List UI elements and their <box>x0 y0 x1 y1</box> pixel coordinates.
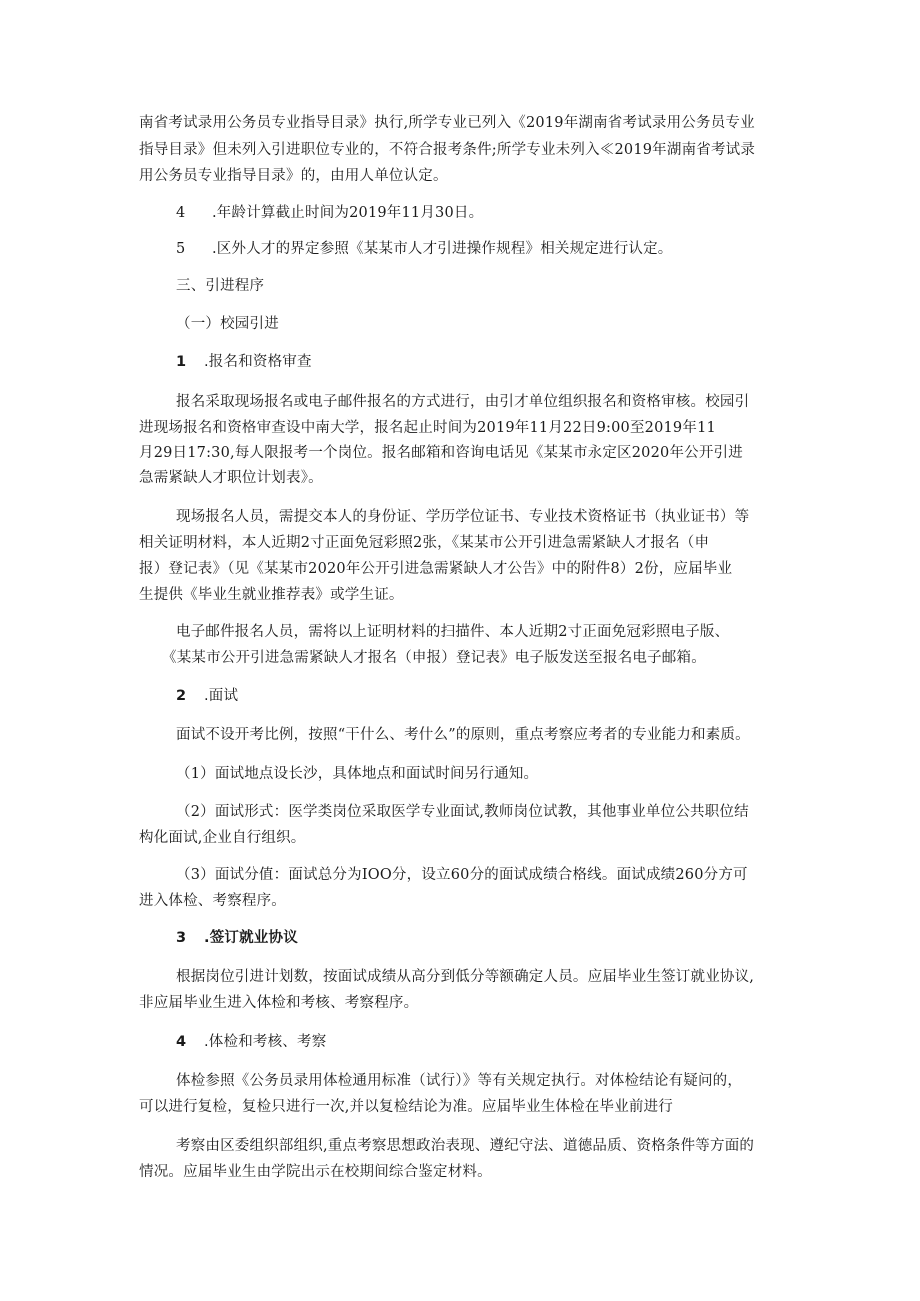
list-item-number: 4 <box>176 205 186 221</box>
step-2-p3-line-1: （2）面试形式：医学类岗位采取医学专业面试,教师岗位试教，其他事业单位公共职位结 <box>176 804 749 820</box>
intro-line-2: 指导目录》但未列入引进职位专业的，不符合报考条件;所学专业未列入≪2019年湖南省考试录 <box>139 142 756 158</box>
step-4-p1-line-2: 可以进行复检，复检只进行一次,并以复检结论为准。应届毕业生体检在毕业前进行 <box>139 1099 674 1115</box>
step-1-heading <box>176 352 312 372</box>
step-4-p2-line-2: 情况。应届毕业生由学院出示在校期间综合鉴定材料。 <box>139 1164 492 1180</box>
subsection-heading: （一）校园引进 <box>176 316 279 332</box>
section-heading: 三、引进程序 <box>176 278 265 294</box>
step-1-p1-line-4: 急需紧缺人才职位计划表》。 <box>139 470 323 486</box>
step-3-p1-line-2: 非应届毕业生进入体检和考核、考察程序。 <box>139 995 419 1011</box>
intro-line-3: 用公务员专业指导目录》的，由用人单位认定。 <box>139 168 448 184</box>
step-1-p3-line-2: 《某某市公开引进急需紧缺人才报名（申报）登记表》电子版发送至报名电子邮箱。 <box>162 650 706 666</box>
step-3-heading <box>176 928 298 948</box>
step-2-p4-line-1: （3）面试分值：面试总分为IOO分，设立60分的面试成绩合格线。面试成绩260分方可 <box>176 867 748 883</box>
list-item-5 <box>176 239 673 259</box>
step-1-p2-line-2: 相关证明材料，本人近期2寸正面免冠彩照2张，《某某市公开引进急需紧缺人才报名（申 <box>139 535 710 551</box>
step-2-heading <box>176 686 238 706</box>
step-1-p1-line-2: 进现场报名和资格审查设中南大学，报名起止时间为2019年11月22日9:00至2019年11 <box>139 420 716 436</box>
list-item-4 <box>176 203 483 223</box>
list-item-text: .年龄计算截止时间为2019年11月30日。 <box>212 205 484 221</box>
step-2-p3-line-2: 构化面试,企业自行组织。 <box>139 830 306 846</box>
step-4-heading <box>176 1032 326 1052</box>
step-1-p3-line-1: 电子邮件报名人员，需将以上证明材料的扫描件、本人近期2寸正面免冠彩照电子版、 <box>176 624 730 640</box>
step-2-p4-line-2: 进入体检、考察程序。 <box>139 893 286 909</box>
step-number: 2 <box>176 688 187 704</box>
step-1-p2-line-3: 报）登记表》（见《某某市2020年公开引进急需紧缺人才公告》中的附件8）2份，应届毕业 <box>139 561 733 577</box>
step-4-p1-line-1: 体检参照《公务员录用体检通用标准（试行）》等有关规定执行。对体检结论有疑问的， <box>176 1073 743 1089</box>
step-1-p2-line-4: 生提供《毕业生就业推荐表》或学生证。 <box>139 587 404 603</box>
step-1-p2-line-1: 现场报名人员，需提交本人的身份证、学历学位证书、专业技术资格证书（执业证书）等 <box>176 509 750 525</box>
step-1-p1-line-1: 报名采取现场报名或电子邮件报名的方式进行，由引才单位组织报名和资格审核。校园引 <box>176 394 750 410</box>
step-title: .体检和考核、考察 <box>204 1034 327 1050</box>
step-2-p1: 面试不设开考比例，按照“干什么、考什么”的原则，重点考察应考者的专业能力和素质。 <box>176 727 750 743</box>
step-number: 1 <box>176 354 187 370</box>
step-title: .面试 <box>204 688 239 704</box>
step-2-p2: （1）面试地点设长沙，具体地点和面试时间另行通知。 <box>176 766 539 782</box>
list-item-number: 5 <box>176 241 186 257</box>
step-3-p1-line-1: 根据岗位引进计划数，按面试成绩从高分到低分等额确定人员。应届毕业生签订就业协议, <box>176 969 755 985</box>
step-number: 3 <box>176 930 187 946</box>
step-title: .签订就业协议 <box>204 930 298 946</box>
step-1-p1-line-3: 月29日17:30,每人限报考一个岗位。报名邮箱和咨询电话见《某某市永定区2020年公开引进 <box>139 445 743 461</box>
step-number: 4 <box>176 1034 187 1050</box>
step-title: .报名和资格审查 <box>204 354 312 370</box>
step-4-p2-line-1: 考察由区委组织部组织,重点考察思想政治表现、遵纪守法、道德品质、资格条件等方面的 <box>176 1138 755 1154</box>
intro-line-1: 南省考试录用公务员专业指导目录》执行,所学专业已列入《2019年湖南省考试录用公务员专业 <box>139 115 755 131</box>
list-item-text: .区外人才的界定参照《某某市人才引进操作规程》相关规定进行认定。 <box>212 241 673 257</box>
